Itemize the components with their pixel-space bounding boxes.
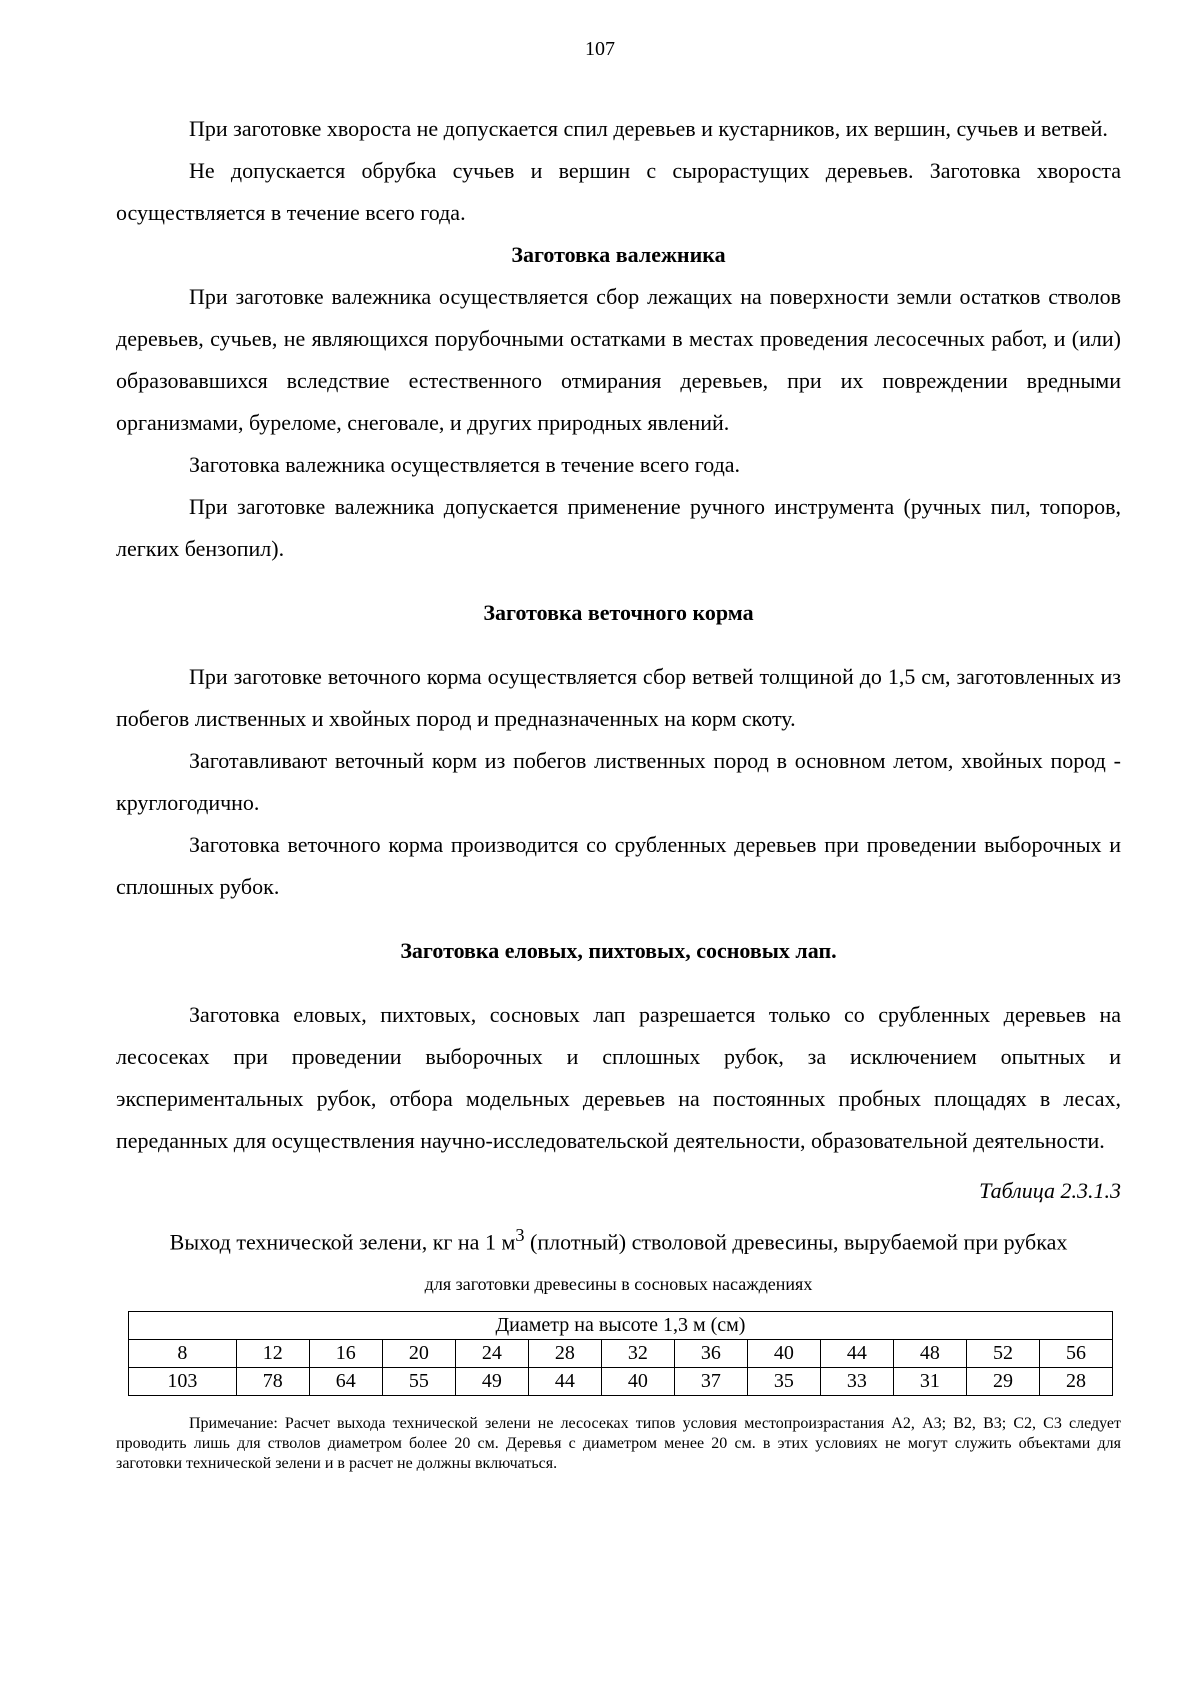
table-cell: 44 <box>820 1340 893 1368</box>
table-cell: 40 <box>601 1368 674 1396</box>
table-cell: 52 <box>966 1340 1039 1368</box>
page-content <box>116 108 1121 1474</box>
table-title-text: Выход технической зелени, кг на 1 м <box>169 1229 516 1255</box>
table-header-row <box>129 1312 1113 1340</box>
heading-branch-fodder: Заготовка веточного корма <box>483 600 754 625</box>
table-cell: 78 <box>236 1368 309 1396</box>
table-cell: 31 <box>893 1368 966 1396</box>
heading-conifer-branches: Заготовка еловых, пихтовых, сосновых лап. <box>400 938 837 963</box>
table-subtitle: для заготовки древесины в сосновых насаждениях <box>424 1274 813 1295</box>
table-cell: 40 <box>747 1340 820 1368</box>
paragraph-brushwood-2: Не допускается обрубка сучьев и вершин с сырорастущих деревьев. Заготовка хвороста осуществляется в течение всего года. <box>116 158 1121 225</box>
table-cell: 32 <box>601 1340 674 1368</box>
table-row-diameters <box>129 1340 1113 1368</box>
table-header-cell: Диаметр на высоте 1,3 м (см) <box>129 1312 1113 1340</box>
table-cell: 64 <box>309 1368 382 1396</box>
table-cell: 29 <box>966 1368 1039 1396</box>
table-cell: 20 <box>382 1340 455 1368</box>
table-title-superscript: 3 <box>515 1225 525 1245</box>
yield-table <box>128 1311 1113 1396</box>
paragraph-fodder-1: При заготовке веточного корма осуществляется сбор ветвей толщиной до 1,5 см, заготовленных из побегов лиственных и хвойных пород и предназначенных на корм скоту. <box>116 664 1121 731</box>
table-cell: 56 <box>1039 1340 1112 1368</box>
paragraph-deadwood-2: Заготовка валежника осуществляется в течение всего года. <box>189 452 741 477</box>
table-row-values <box>129 1368 1113 1396</box>
table-cell: 28 <box>528 1340 601 1368</box>
table-cell: 24 <box>455 1340 528 1368</box>
table-cell: 35 <box>747 1368 820 1396</box>
table-cell: 33 <box>820 1368 893 1396</box>
paragraph-deadwood-3: При заготовке валежника допускается применение ручного инструмента (ручных пил, топоров, легких бензопил). <box>116 494 1121 561</box>
table-cell: 36 <box>674 1340 747 1368</box>
table-cell: 44 <box>528 1368 601 1396</box>
table-cell: 37 <box>674 1368 747 1396</box>
table-cell: 48 <box>893 1340 966 1368</box>
paragraph-deadwood-1: При заготовке валежника осуществляется сбор лежащих на поверхности земли остатков стволов деревьев, сучьев, не являющихся порубочными остатками в местах проведения лесосечных работ, и (или) образовавшихся вследствие естественного отмирания деревьев, при их повреждении вредными организмами, буреломе, снеговале, и других природных явлений. <box>116 284 1121 435</box>
table-cell: 49 <box>455 1368 528 1396</box>
table-cell: 103 <box>129 1368 237 1396</box>
table-title <box>116 1212 1121 1265</box>
table-cell: 16 <box>309 1340 382 1368</box>
paragraph-fodder-2: Заготавливают веточный корм из побегов лиственных пород в основном летом, хвойных пород - круглогодично. <box>116 748 1121 815</box>
table-label: Таблица 2.3.1.3 <box>979 1178 1121 1203</box>
table-note: Примечание: Расчет выхода технической зелени не лесосеках типов условия местопроизрастания А2, А3; В2, В3; С2, С3 следует проводить лишь для стволов диаметром более 20 см. Деревья с диаметром менее 20 см. в этих условиях не могут служить объектами для заготовки технической зелени и в расчет не должны включаться. <box>116 1415 1121 1473</box>
paragraph-brushwood-1: При заготовке хвороста не допускается спил деревьев и кустарников, их вершин, сучьев и ветвей. <box>189 116 1108 141</box>
table-title-text-end: (плотный) стволовой древесины, вырубаемой при рубках <box>524 1229 1068 1255</box>
paragraph-conifer-1: Заготовка еловых, пихтовых, сосновых лап разрешается только со срубленных деревьев на лесосеках при проведении выборочных и сплошных рубок, за исключением опытных и экспериментальных рубок, отбора модельных деревьев на постоянных пробных площадях в лесах, переданных для осуществления научно-исследовательской деятельности, образовательной деятельности. <box>116 1002 1121 1153</box>
table-cell: 8 <box>129 1340 237 1368</box>
page-number: 107 <box>585 38 615 60</box>
table-cell: 55 <box>382 1368 455 1396</box>
table-cell: 12 <box>236 1340 309 1368</box>
paragraph-fodder-3: Заготовка веточного корма производится со срубленных деревьев при проведении выборочных и сплошных рубок. <box>116 832 1121 899</box>
table-cell: 28 <box>1039 1368 1112 1396</box>
heading-deadwood: Заготовка валежника <box>511 242 726 267</box>
